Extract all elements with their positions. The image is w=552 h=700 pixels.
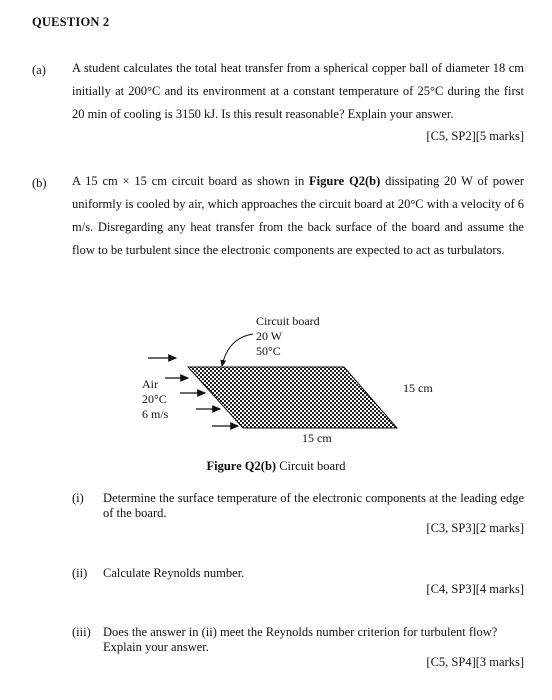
part-a-text: A student calculates the total heat transfer from a spherical copper ball of diameter 18 cm initially at 200°C and its environment at a constant temperature of 25°C during the first 20 min of cooling is 3150 kJ. Is this result reasonable? Explain your answer. [72, 61, 524, 121]
circuit-board [188, 367, 397, 428]
question-title: QUESTION 2 [32, 15, 110, 29]
figure-caption-text: Circuit board [276, 459, 346, 473]
figure-reference: Figure Q2(b) [309, 174, 381, 188]
air-velocity: 6 m/s [142, 407, 169, 421]
part-b-text-end: dissipating 20 W of power uniformly is cooled by air, which approaches the circuit board at 20°C with a velocity of 6 m/s. Disregarding any heat transfer from the back surface of the board and assume the flow to be turbulent since the electronic components are expected to act as turbulators. [72, 174, 524, 257]
circuit-board-figure [0, 300, 552, 460]
side-dimension: 15 cm [403, 381, 433, 395]
part-a-marks: [C5, SP2][5 marks] [426, 129, 524, 143]
subq-i-marks: [C3, SP3][2 marks] [426, 521, 524, 535]
part-b-text [72, 170, 524, 262]
subq-iii-text: Does the answer in (ii) meet the Reynolds number criterion for turbulent flow? Explain your answer. [103, 625, 498, 654]
board-leader-line [222, 334, 253, 366]
board-label: Circuit board [256, 314, 320, 328]
part-a-label: (a) [32, 63, 46, 77]
part-b-label: (b) [32, 176, 47, 190]
figure-caption-label: Figure Q2(b) [206, 459, 277, 473]
subq-ii-label: (ii) [72, 566, 88, 580]
figure-caption [0, 459, 552, 474]
subq-ii-marks: [C4, SP3][4 marks] [426, 582, 524, 596]
subq-iii-marks: [C5, SP4][3 marks] [426, 655, 524, 669]
part-b-text-start: A 15 cm × 15 cm circuit board as shown in [72, 174, 310, 188]
bottom-dimension: 15 cm [302, 431, 332, 445]
subq-ii-text: Calculate Reynolds number. [103, 566, 245, 580]
board-temp: 50°C [256, 344, 281, 358]
air-label: Air [142, 377, 158, 391]
subq-i-label: (i) [72, 491, 84, 505]
subq-i-text: Determine the surface temperature of the electronic components at the leading edge of the board. [103, 491, 524, 520]
air-temp: 20°C [142, 392, 167, 406]
subq-iii-label: (iii) [72, 625, 91, 639]
board-power: 20 W [256, 329, 283, 343]
